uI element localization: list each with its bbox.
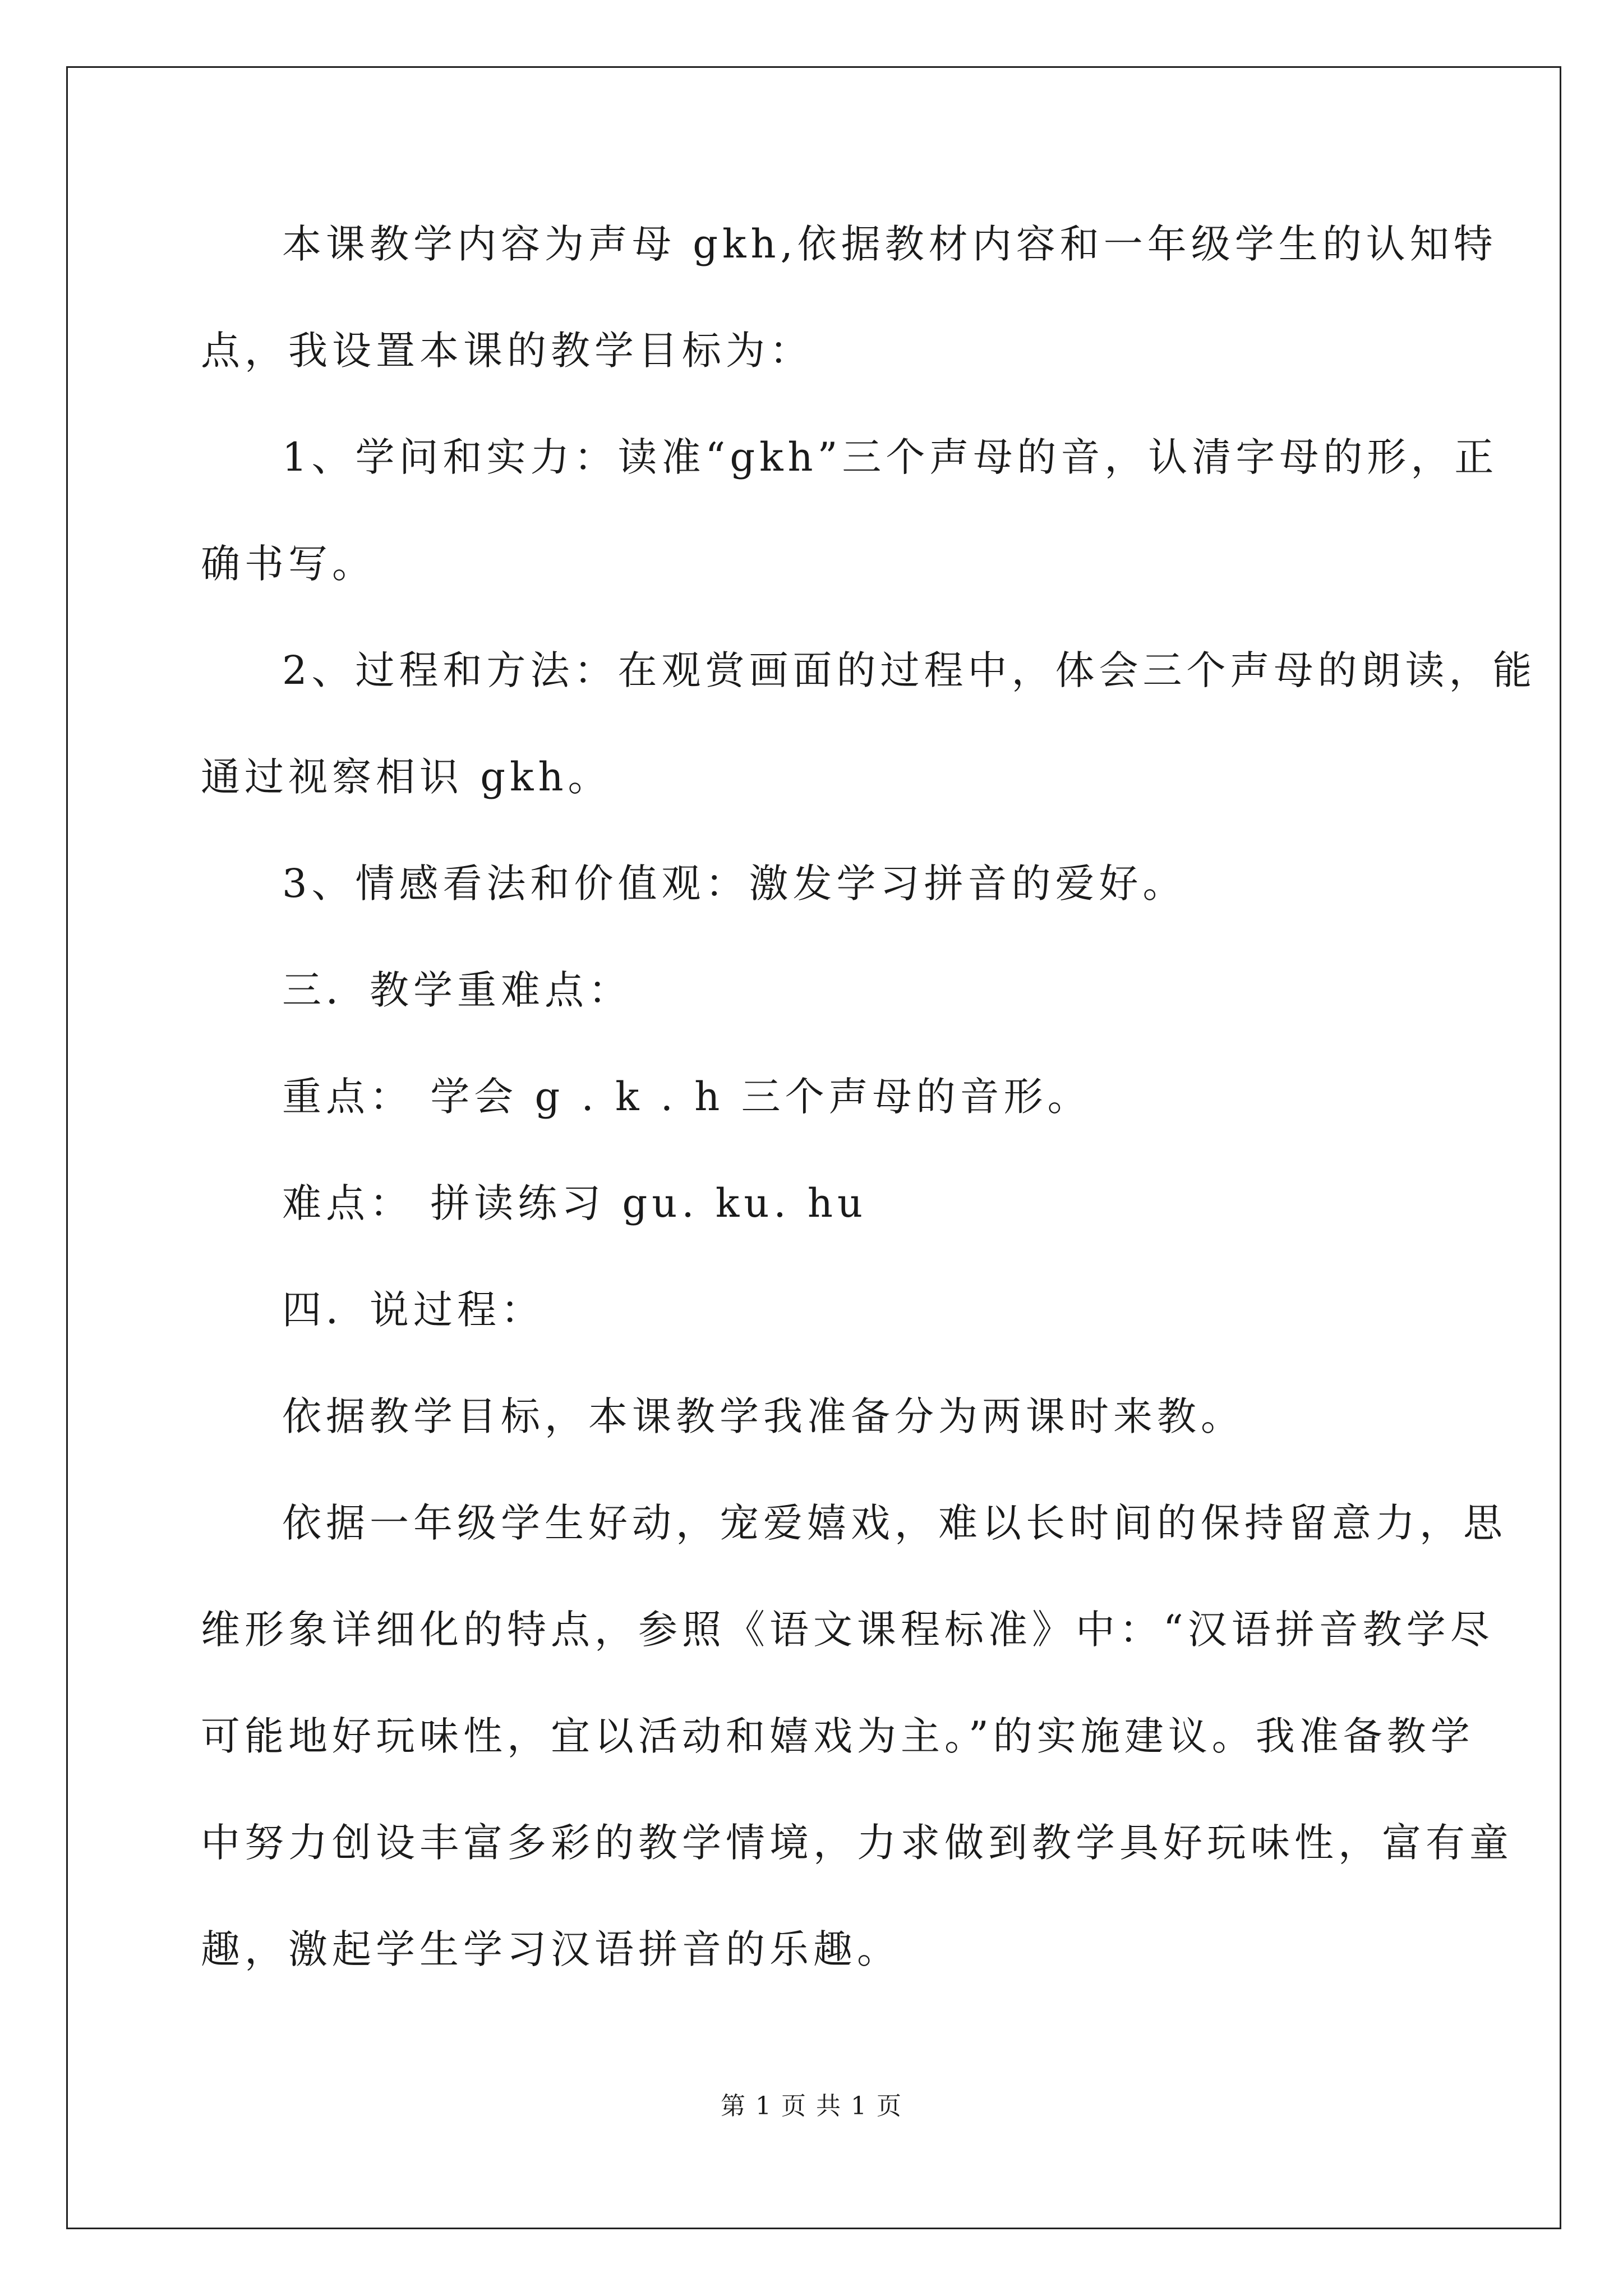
paragraph-line: 重点： 学会 g . k . h 三个声母的音形。	[282, 1074, 1091, 1120]
paragraph-line: 点，我设置本课的教学目标为：	[201, 328, 813, 374]
paragraph-line: 可能地好玩味性，宜以活动和嬉戏为主。”的实施建议。我准备教学	[201, 1713, 1474, 1759]
section-heading: 三．教学重难点：	[282, 967, 632, 1013]
paragraph-line: 依据一年级学生好动，宠爱嬉戏，难以长时间的保持留意力，思	[282, 1500, 1507, 1546]
paragraph-line: 1、学问和实力：读准“gkh”三个声母的音，认清字母的形，正	[282, 434, 1498, 480]
paragraph-line: 通过视察相识 gkh。	[201, 754, 612, 800]
paragraph-line: 依据教学目标，本课教学我准备分为两课时来教。	[282, 1393, 1244, 1439]
page-number: 第 1 页 共 1 页	[721, 2092, 902, 2120]
section-heading: 四．说过程：	[282, 1287, 545, 1333]
paragraph-line: 2、过程和方法：在观赏画面的过程中，体会三个声母的朗读，能	[282, 647, 1537, 693]
paragraph-line: 本课教学内容为声母 gkh,依据教材内容和一年级学生的认知特	[282, 221, 1497, 267]
page-border	[66, 66, 1561, 2229]
paragraph-line: 趣，激起学生学习汉语拼音的乐趣。	[201, 1926, 901, 1972]
paragraph-line: 3、情感看法和价值观：激发学习拼音的爱好。	[282, 861, 1187, 907]
paragraph-line: 难点： 拼读练习 gu. ku. hu	[282, 1180, 868, 1226]
paragraph-line: 中努力创设丰富多彩的教学情境，力求做到教学具好玩味性，富有童	[201, 1820, 1513, 1866]
paragraph-line: 维形象详细化的特点，参照《语文课程标准》中：“汉语拼音教学尽	[201, 1607, 1494, 1653]
paragraph-line: 确书写。	[201, 541, 376, 587]
